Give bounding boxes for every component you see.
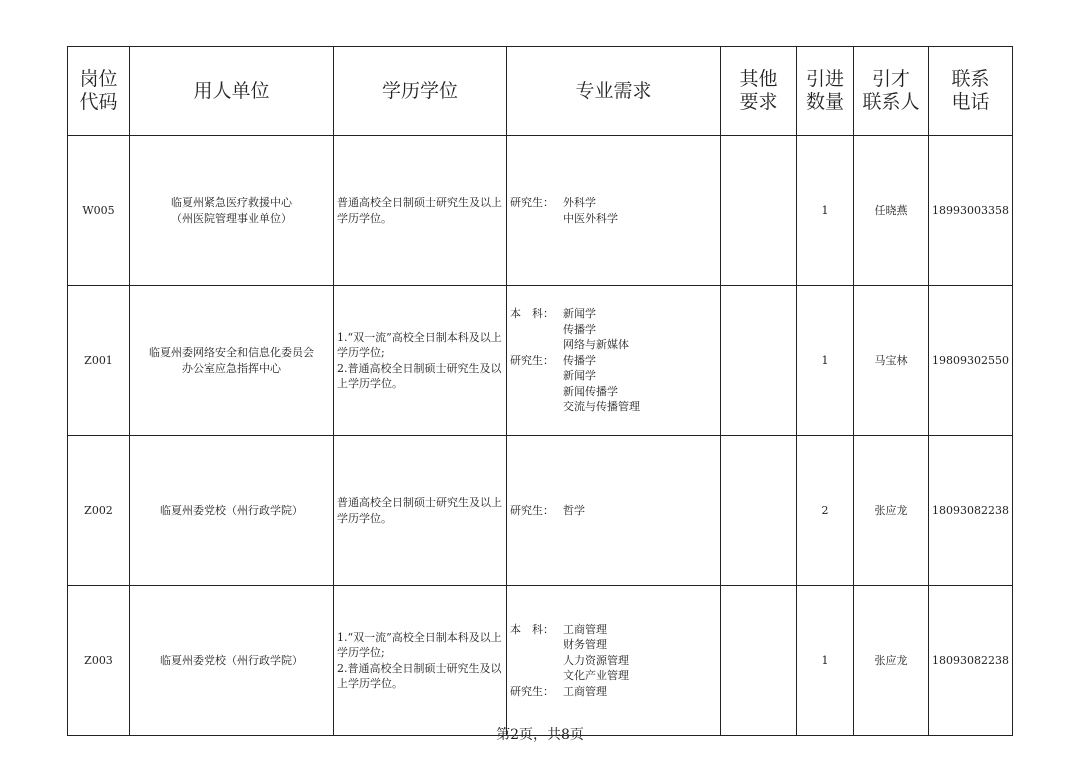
page-footer: 第2页，共8页 [496, 727, 584, 743]
cell-unit [130, 286, 334, 436]
major-group [510, 503, 720, 519]
unit-line: （州医院管理事业单位） [171, 211, 292, 225]
major-item: 传播学 [563, 322, 596, 336]
cell-education [334, 286, 507, 436]
cell-other [721, 436, 797, 586]
table-row [68, 436, 1013, 586]
unit-line: 临夏州委网络安全和信息化委员会 [149, 346, 314, 359]
unit-line: 临夏州委党校（州行政学院） [160, 503, 303, 517]
major-level-label: 研究生： [510, 684, 554, 698]
contact-phone: 18993003358 [932, 203, 1009, 217]
cell-education [334, 586, 507, 736]
cell-contact [854, 136, 929, 286]
education-line: 普通高校全日制硕士研究生及以上学历学位。 [337, 496, 502, 525]
education-line: 1.“双一流”高校全日制本科及以上学历学位; [337, 630, 502, 659]
header-education: 学历学位 [334, 47, 507, 136]
header-major: 专业需求 [507, 47, 721, 136]
cell-code [68, 136, 130, 286]
major-item: 文化产业管理 [563, 669, 629, 683]
major-group [510, 684, 720, 700]
cell-contact [854, 286, 929, 436]
major-item: 新闻传播学 [563, 384, 618, 398]
header-other: 其他 要求 [721, 47, 797, 136]
major-item: 网络与新媒体 [563, 338, 629, 352]
cell-education [334, 136, 507, 286]
post-code: W005 [82, 203, 115, 217]
cell-unit [130, 586, 334, 736]
major-item: 交流与传播管理 [563, 400, 640, 414]
table-row [68, 586, 1013, 736]
contact-phone: 18093082238 [932, 503, 1009, 517]
header-contact: 引才 联系人 [854, 47, 929, 136]
major-item: 中医外科学 [563, 211, 618, 225]
cell-major [507, 436, 721, 586]
contact-person: 张应龙 [874, 653, 908, 667]
unit-line: 临夏州紧急医疗救援中心 [171, 196, 292, 209]
hire-count: 1 [821, 653, 829, 667]
job-table [67, 46, 1013, 736]
major-list [563, 503, 585, 519]
post-code: Z003 [84, 653, 113, 667]
hire-count: 2 [821, 503, 829, 517]
header-count: 引进 数量 [797, 47, 854, 136]
major-level-label: 研究生： [510, 503, 554, 517]
major-item: 工商管理 [563, 622, 607, 636]
unit-line: 办公室应急指挥中心 [182, 361, 281, 375]
cell-phone [929, 436, 1013, 586]
post-code: Z001 [84, 353, 113, 367]
education-line: 2.普通高校全日制硕士研究生及以上学历学位。 [337, 661, 502, 690]
hire-count: 1 [821, 203, 829, 217]
cell-phone [929, 586, 1013, 736]
table-row [68, 136, 1013, 286]
major-item: 哲学 [563, 503, 585, 517]
major-group [510, 353, 720, 415]
major-group [510, 622, 720, 684]
cell-major [507, 286, 721, 436]
cell-contact [854, 436, 929, 586]
education-line: 2.普通高校全日制硕士研究生及以上学历学位。 [337, 361, 502, 390]
hire-count: 1 [821, 353, 829, 367]
major-list [563, 195, 618, 226]
header-unit: 用人单位 [130, 47, 334, 136]
header-phone: 联系 电话 [929, 47, 1013, 136]
major-item: 新闻学 [563, 369, 596, 383]
post-code: Z002 [84, 503, 113, 517]
cell-major [507, 136, 721, 286]
header-code: 岗位 代码 [68, 47, 130, 136]
cell-phone [929, 286, 1013, 436]
table-header-row [68, 47, 1013, 136]
table-row [68, 286, 1013, 436]
cell-major [507, 586, 721, 736]
cell-other [721, 286, 797, 436]
education-line: 1.“双一流”高校全日制本科及以上学历学位; [337, 330, 502, 359]
major-item: 外科学 [563, 196, 596, 209]
major-list [563, 353, 640, 415]
cell-contact [854, 586, 929, 736]
contact-person: 张应龙 [874, 503, 908, 517]
cell-count [797, 586, 854, 736]
major-level-label: 研究生： [510, 196, 554, 209]
cell-count [797, 436, 854, 586]
cell-unit [130, 436, 334, 586]
major-item: 财务管理 [563, 638, 607, 652]
cell-phone [929, 136, 1013, 286]
contact-phone: 19809302550 [932, 353, 1009, 367]
major-level-label: 研究生： [510, 353, 554, 367]
cell-code [68, 586, 130, 736]
major-group [510, 306, 720, 353]
cell-code [68, 286, 130, 436]
contact-person: 马宝林 [874, 353, 908, 367]
cell-count [797, 286, 854, 436]
cell-other [721, 136, 797, 286]
major-list [563, 684, 607, 700]
cell-code [68, 436, 130, 586]
major-item: 工商管理 [563, 684, 607, 698]
education-line: 普通高校全日制硕士研究生及以上学历学位。 [337, 196, 502, 225]
cell-count [797, 136, 854, 286]
unit-line: 临夏州委党校（州行政学院） [160, 653, 303, 667]
major-list [563, 622, 629, 684]
major-group [510, 195, 720, 226]
cell-unit [130, 136, 334, 286]
contact-person: 任晓燕 [874, 203, 908, 217]
major-item: 人力资源管理 [563, 653, 629, 667]
major-item: 传播学 [563, 353, 596, 367]
major-level-label: 本 科： [510, 622, 554, 636]
contact-phone: 18093082238 [932, 653, 1009, 667]
cell-other [721, 586, 797, 736]
major-level-label: 本 科： [510, 307, 554, 321]
cell-education [334, 436, 507, 586]
major-item: 新闻学 [563, 307, 596, 321]
major-list [563, 306, 629, 353]
